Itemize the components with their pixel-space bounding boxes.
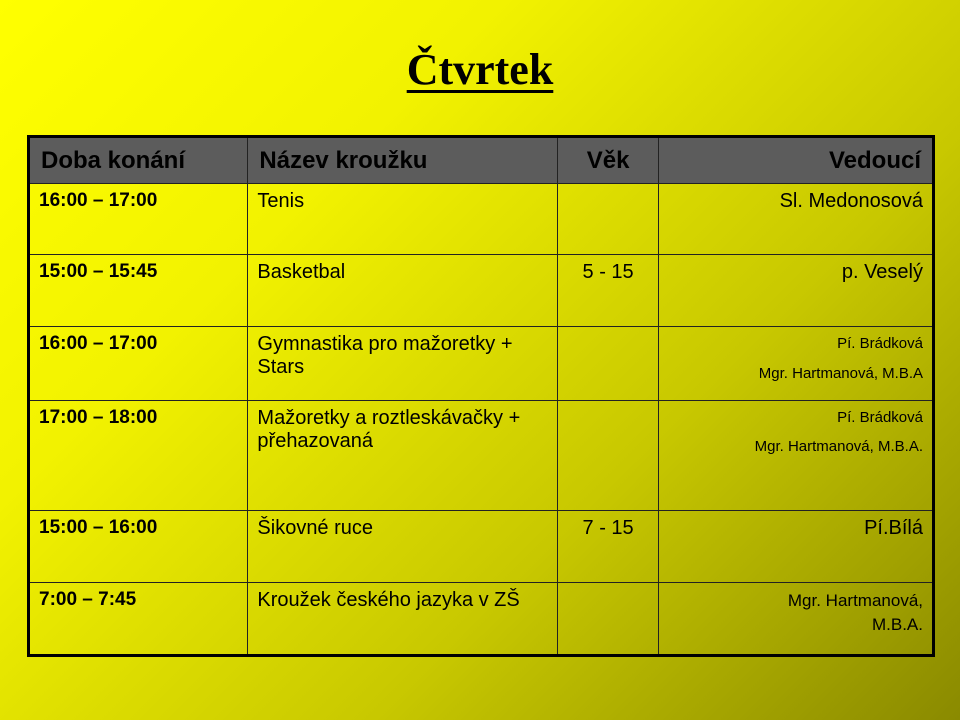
schedule-table: [27, 135, 935, 657]
cell-age: 5 - 15: [558, 255, 659, 327]
leader-line: Mgr. Hartmanová,: [787, 590, 923, 610]
leader-line: Mgr. Hartmanová, M.B.A.: [754, 438, 923, 456]
header-age: Věk: [558, 137, 659, 184]
header-time: Doba konání: [29, 137, 248, 184]
cell-name: Kroužek českého jazyka v ZŠ: [248, 582, 558, 655]
cell-name: Gymnastika pro mažoretky + Stars: [248, 327, 558, 400]
cell-time: 17:00 – 18:00: [29, 400, 248, 510]
cell-time: 15:00 – 16:00: [29, 510, 248, 582]
cell-name: Šikovné ruce: [248, 510, 558, 582]
cell-leader: [658, 582, 933, 655]
leader-line: Mgr. Hartmanová, M.B.A: [758, 365, 923, 383]
cell-age: [558, 582, 659, 655]
cell-age: [558, 327, 659, 400]
cell-leader: [658, 327, 933, 400]
cell-name: Tenis: [248, 184, 558, 255]
header-name: Název kroužku: [248, 137, 558, 184]
cell-leader: Pí.Bílá: [658, 510, 933, 582]
leader-line: Pí. Brádková: [837, 408, 923, 426]
table-row: [29, 582, 934, 655]
cell-time: 16:00 – 17:00: [29, 327, 248, 400]
cell-time: 7:00 – 7:45: [29, 582, 248, 655]
cell-leader: Sl. Medonosová: [658, 184, 933, 255]
header-leader: Vedoucí: [658, 137, 933, 184]
cell-name: Basketbal: [248, 255, 558, 327]
table-row: [29, 400, 934, 510]
cell-leader: p. Veselý: [658, 255, 933, 327]
leader-line: M.B.A.: [871, 615, 923, 635]
table-row: [29, 327, 934, 400]
cell-age: 7 - 15: [558, 510, 659, 582]
table-row: [29, 184, 934, 255]
cell-leader: [658, 400, 933, 510]
table-header-row: [29, 137, 934, 184]
cell-time: 16:00 – 17:00: [29, 184, 248, 255]
cell-name: Mažoretky a roztleskávačky + přehazovaná: [248, 400, 558, 510]
page-title: [0, 44, 960, 95]
cell-age: [558, 400, 659, 510]
page-title-text: Čtvrtek: [406, 45, 554, 94]
table-row: [29, 255, 934, 327]
leader-line: Pí. Brádková: [837, 335, 923, 353]
cell-age: [558, 184, 659, 255]
cell-time: 15:00 – 15:45: [29, 255, 248, 327]
table-row: [29, 510, 934, 582]
